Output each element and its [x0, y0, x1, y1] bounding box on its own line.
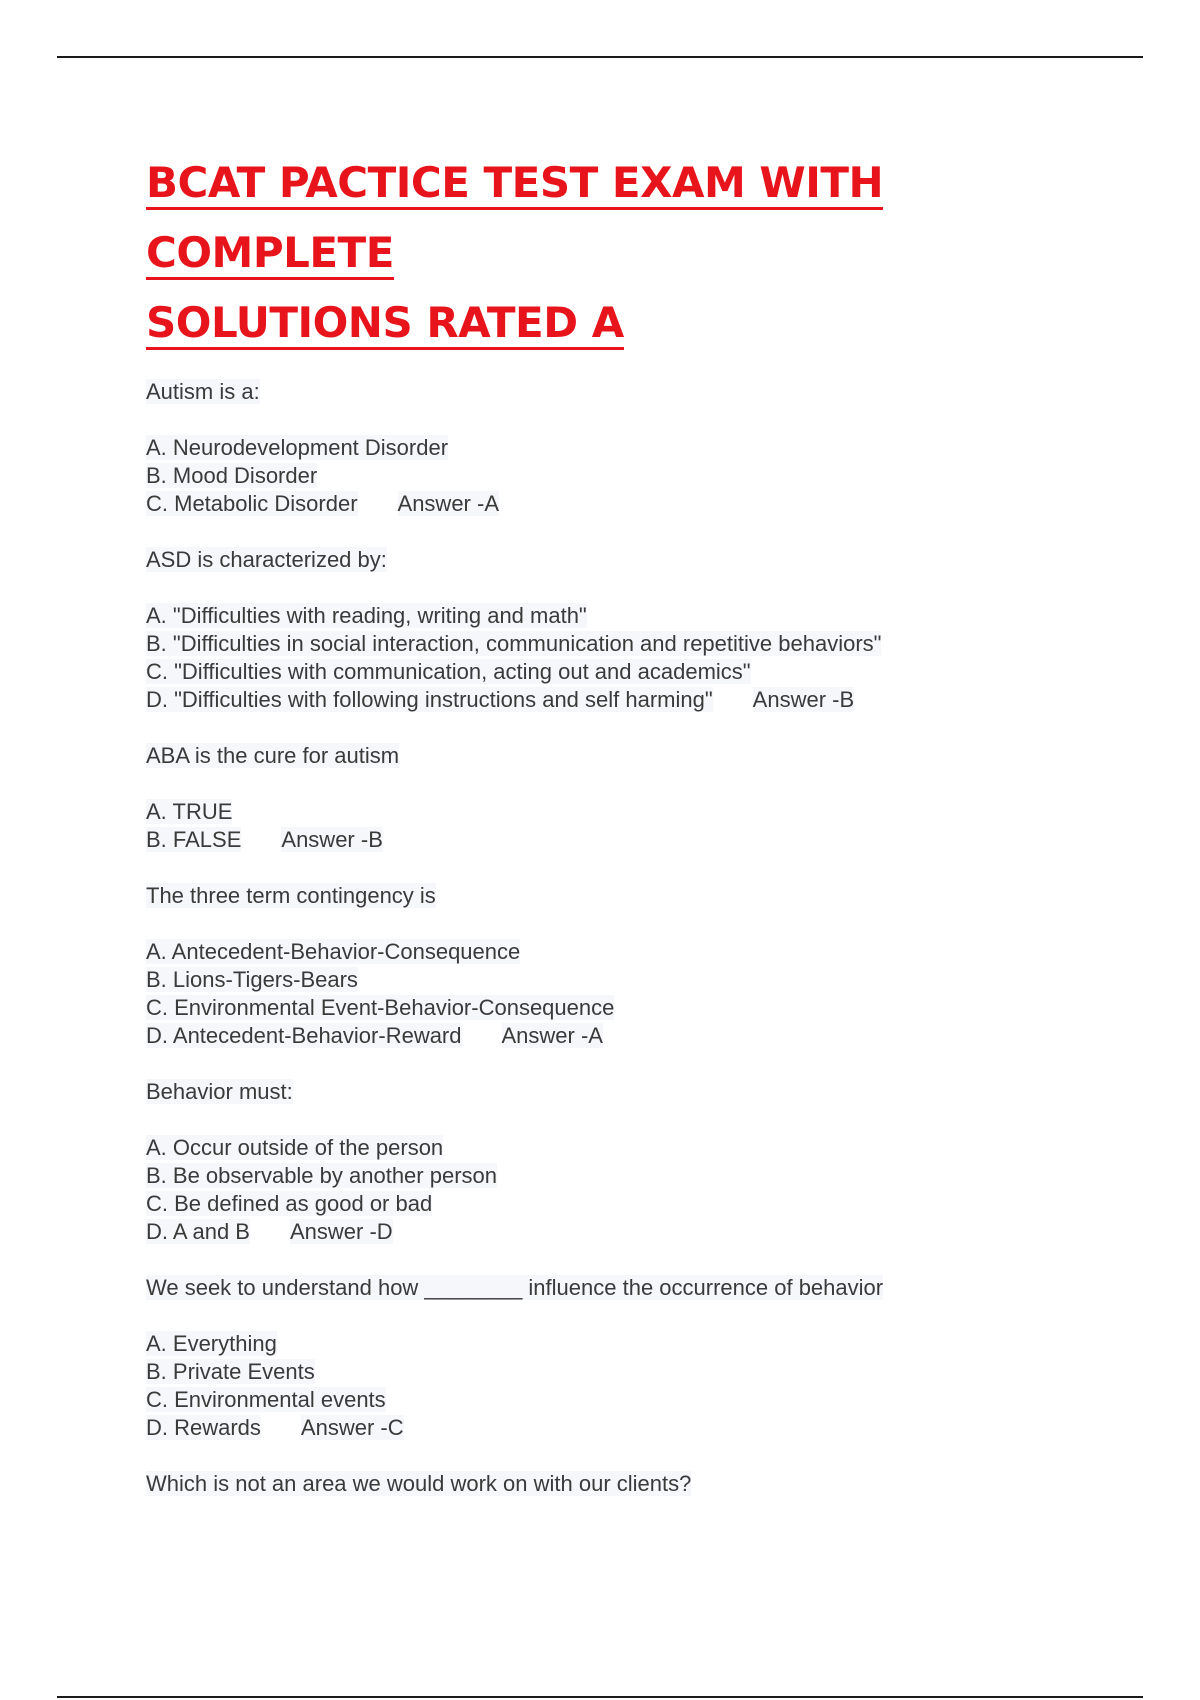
question-block: [146, 742, 1106, 854]
answer-key: Answer -A: [397, 491, 499, 516]
document-body: [146, 148, 1106, 1526]
document-title: [146, 148, 1106, 358]
option: B. Private Events: [146, 1359, 315, 1384]
option: C. Metabolic Disorder: [146, 491, 358, 516]
question-stem: The three term contingency is: [146, 883, 436, 908]
option: C. Be defined as good or bad: [146, 1191, 433, 1216]
question-block: [146, 546, 1106, 714]
option: A. "Difficulties with reading, writing and math": [146, 603, 587, 628]
answer-key: Answer -A: [501, 1023, 603, 1048]
title-line-2: SOLUTIONS RATED A: [146, 298, 624, 350]
option: D. "Difficulties with following instructions and self harming": [146, 687, 713, 712]
option: C. Environmental events: [146, 1387, 386, 1412]
question-stem: ABA is the cure for autism: [146, 743, 400, 768]
option: D. Antecedent-Behavior-Reward: [146, 1023, 462, 1048]
question-stem: ASD is characterized by:: [146, 547, 387, 572]
question-block: [146, 1078, 1106, 1246]
option: A. Everything: [146, 1331, 277, 1356]
option: B. Be observable by another person: [146, 1163, 498, 1188]
option: D. A and B: [146, 1219, 250, 1244]
option: B. "Difficulties in social interaction, communication and repetitive behaviors": [146, 631, 882, 656]
option: A. Occur outside of the person: [146, 1135, 444, 1160]
question-block: [146, 1274, 1106, 1442]
top-rule: [57, 56, 1143, 58]
options-list: [146, 434, 1106, 518]
question-stem: Which is not an area we would work on with our clients?: [146, 1471, 692, 1496]
question-block: [146, 882, 1106, 1050]
question-block: [146, 378, 1106, 518]
option: A. Antecedent-Behavior-Consequence: [146, 939, 521, 964]
options-list: [146, 1134, 1106, 1246]
option: A. TRUE: [146, 799, 233, 824]
option: B. Mood Disorder: [146, 463, 318, 488]
title-line-1: BCAT PACTICE TEST EXAM WITH COMPLETE: [146, 158, 883, 280]
option: B. FALSE: [146, 827, 242, 852]
options-list: [146, 938, 1106, 1050]
option: C. Environmental Event-Behavior-Consequence: [146, 995, 615, 1020]
question-stem: Behavior must:: [146, 1079, 293, 1104]
question-stem: We seek to understand how ________ influence the occurrence of behavior: [146, 1275, 884, 1300]
options-list: [146, 602, 1106, 714]
option: C. "Difficulties with communication, acting out and academics": [146, 659, 751, 684]
answer-key: Answer -C: [300, 1415, 404, 1440]
answer-key: Answer -B: [281, 827, 383, 852]
options-list: [146, 798, 1106, 854]
answer-key: Answer -D: [289, 1219, 393, 1244]
question-block: [146, 1470, 1106, 1498]
answer-key: Answer -B: [752, 687, 855, 712]
options-list: [146, 1330, 1106, 1442]
option: D. Rewards: [146, 1415, 261, 1440]
option: A. Neurodevelopment Disorder: [146, 435, 449, 460]
question-stem: Autism is a:: [146, 379, 260, 404]
bottom-rule: [57, 1696, 1143, 1698]
option: B. Lions-Tigers-Bears: [146, 967, 358, 992]
